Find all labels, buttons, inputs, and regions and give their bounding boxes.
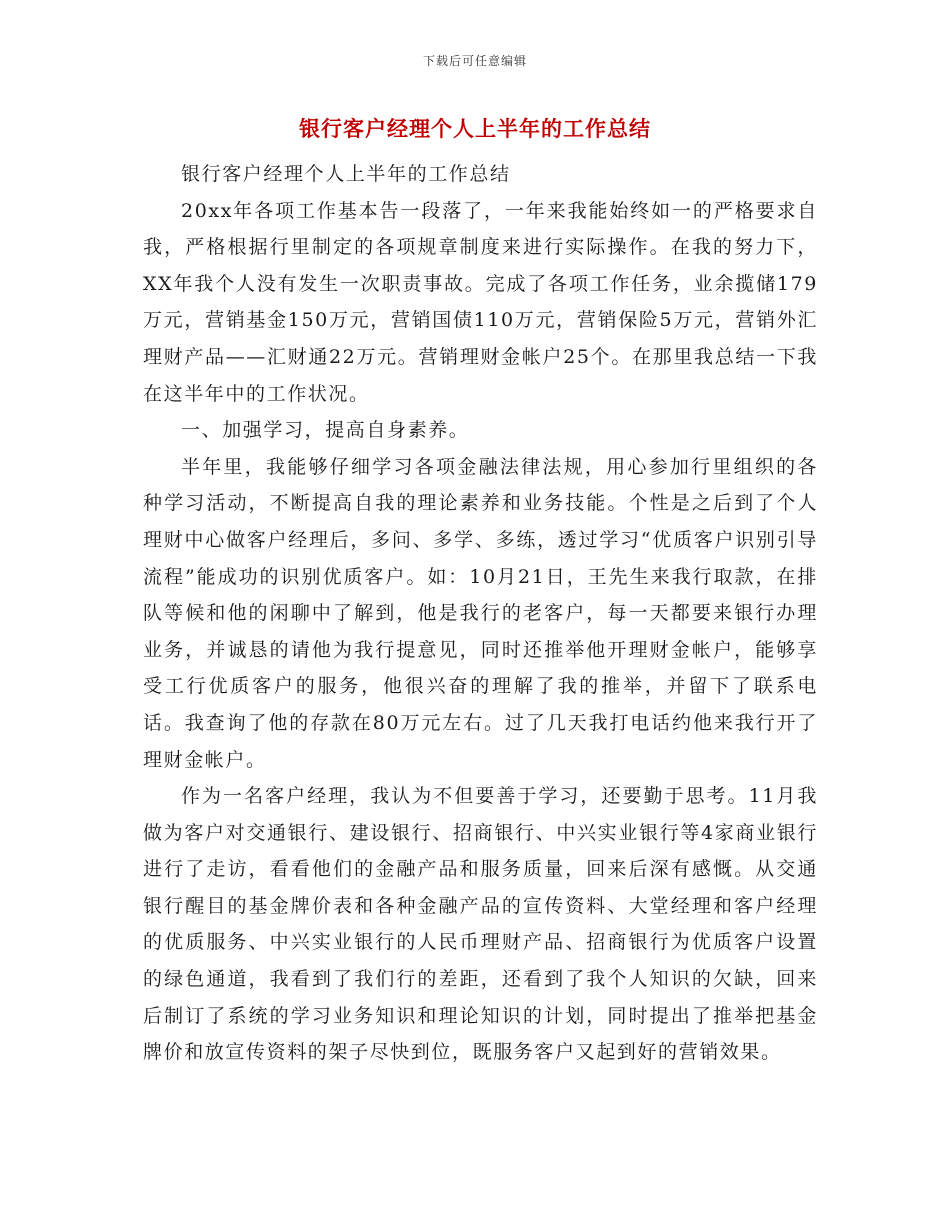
paragraph-thinking: 作为一名客户经理，我认为不但要善于学习，还要勤于思考。11月我做为客户对交通银行、建设银行、招商银行、中兴实业银行等4家商业银行进行了走访，看看他们的金融产品和服务质量，回来后深有感慨。从交通银行醒目的基金牌价表和各种金融产品的宣传资料、大堂经理和客户经理的优质服务、中兴实业银行的人民币理财产品、招商银行为优质客户设置的绿色通道，我看到了我们行的差距，还看到了我个人知识的欠缺，回来后制订了系统的学习业务知识和理论知识的计划，同时提出了推举把基金牌价和放宣传资料的架子尽快到位，既服务客户又起到好的营销效果。 bbox=[143, 785, 818, 1064]
paragraph-subtitle: 银行客户经理个人上半年的工作总结 bbox=[181, 163, 511, 185]
paragraph-study: 半年里，我能够仔细学习各项金融法律法规，用心参加行里组织的各种学习活动，不断提高自我的理论素养和业务技能。个性是之后到了个人理财中心做客户经理后，多问、多学、多练，透过学习“优质客户识别引导流程”能成功的识别优质客户。如：10月21日，王先生来我行取款，在排队等候和他的闲聊中了解到，他是我行的老客户，每一天都要来银行办理业务，并诚恳的请他为我行提意见，同时还推举他开理财金帐户，能够享受工行优质客户的服务，他很兴奋的理解了我的推举，并留下了联系电话。我查询了他的存款在80万元左右。过了几天我打电话约他来我行开了理财金帐户。 bbox=[143, 455, 818, 771]
header-note: 下载后可任意编辑 bbox=[422, 54, 527, 68]
document-body bbox=[143, 156, 818, 1071]
paragraph-intro: 20xx年各项工作基本告一段落了，一年来我能始终如一的严格要求自我，严格根据行里制定的各项规章制度来进行实际操作。在我的努力下，XX年我个人没有发生一次职责事故。完成了各项工作任务，业余揽储179万元，营销基金150万元，营销国债110万元，营销保险5万元，营销外汇理财产品——汇财通22万元。营销理财金帐户25个。在那里我总结一下我在这半年中的工作状况。 bbox=[143, 199, 818, 405]
paragraph-section-heading: 一、加强学习，提高自身素养。 bbox=[181, 419, 470, 442]
document-title: 银行客户经理个人上半年的工作总结 bbox=[299, 116, 651, 141]
